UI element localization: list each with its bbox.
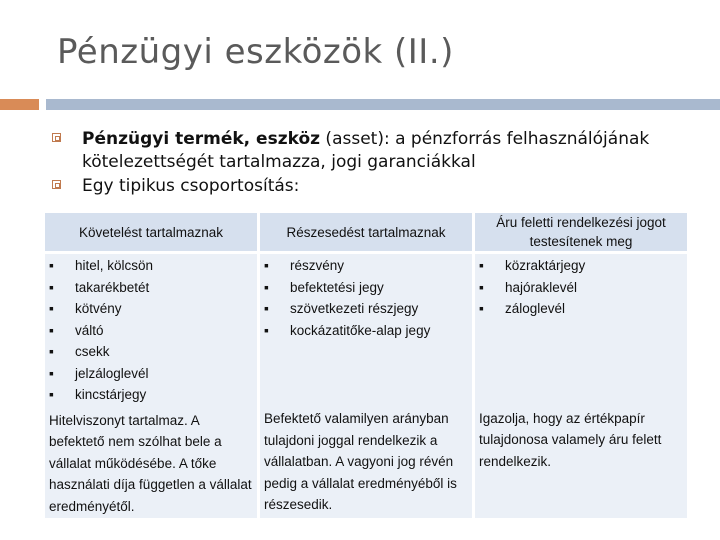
column-description: Befektető valamilyen arányban tulajdoni joggal rendelkezik a vállalatban. A vagyoni jog révén pedig a vállalat eredményéből is részesedik. — [264, 411, 457, 512]
column-description: Igazolja, hogy az értékpapír tulajdonosa valamely áru felett rendelkezik. — [479, 410, 662, 469]
table-header-row — [45, 213, 687, 251]
list-item: ▪ szövetkezeti részjegy — [264, 298, 468, 320]
column-equity — [260, 254, 472, 518]
bullet-text: Egy tipikus csoportosítás: — [82, 176, 300, 196]
column-description: Hitelviszonyt tartalmaz. A befektető nem szólhat bele a vállalat működésébe. A tőke használati díja független a vállalat eredményétől. — [49, 412, 252, 514]
list-item: ▪ kincstárjegy — [49, 384, 253, 406]
bullet-item — [52, 175, 712, 198]
instrument-list — [264, 255, 468, 341]
list-item: ▪ váltó — [49, 320, 253, 342]
accent-bar — [0, 99, 39, 110]
column-receivables — [45, 254, 257, 518]
header-equity: Részesedést tartalmaznak — [260, 213, 472, 251]
header-commodity-rights: Áru feletti rendelkezési jogot testesítenek meg — [475, 213, 687, 251]
list-item: ▪ záloglevél — [479, 298, 683, 320]
list-item: ▪ csekk — [49, 341, 253, 363]
bullet-item — [52, 128, 712, 174]
header-receivables: Követelést tartalmaznak — [45, 213, 257, 251]
list-item: ▪ kockázatitőke-alap jegy — [264, 320, 468, 342]
bullet-list — [52, 128, 712, 199]
list-item: ▪ befektetési jegy — [264, 277, 468, 299]
table-body-row — [45, 254, 687, 518]
list-item: ▪ közraktárjegy — [479, 255, 683, 277]
column-commodity-rights — [475, 254, 687, 518]
header-bar — [46, 99, 720, 110]
slide-title: Pénzügyi eszközök (II.) — [57, 32, 454, 72]
list-item: ▪ takarékbetét — [49, 277, 253, 299]
instrument-list — [479, 255, 683, 320]
list-item: ▪ részvény — [264, 255, 468, 277]
list-item: ▪ kötvény — [49, 298, 253, 320]
classification-table — [42, 210, 690, 521]
bullet-text: (asset): a pénzforrás felhasználójának kötelezettségét tartalmazza, jogi garanciákkal — [82, 129, 650, 172]
instrument-list — [49, 255, 253, 406]
list-item: ▪ jelzáloglevél — [49, 363, 253, 385]
list-item: ▪ hajóraklevél — [479, 277, 683, 299]
bullet-strong-text: Pénzügyi termék, eszköz — [82, 129, 321, 149]
square-bullet-icon — [52, 133, 61, 142]
list-item: ▪ hitel, kölcsön — [49, 255, 253, 277]
square-bullet-icon — [52, 180, 61, 189]
